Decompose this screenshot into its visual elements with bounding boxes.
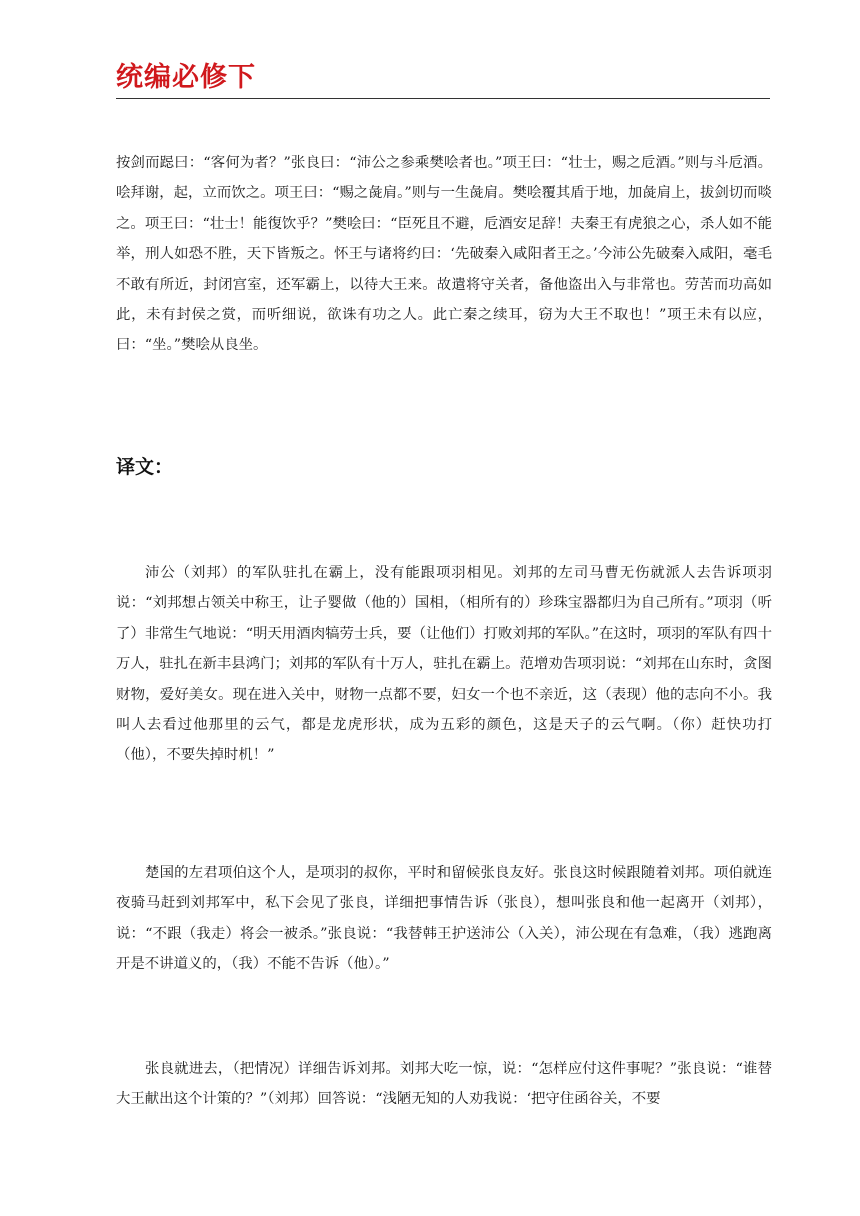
translation-paragraph-2: 楚国的左君项伯这个人，是项羽的叔你，平时和留候张良友好。张良这时候跟随着刘邦。项伯就连夜骑马赶到刘邦军中，私下会见了张良，详细把事情告诉（张良），想叫张良和他一起离开（刘邦），说：“不跟（我走）将会一被杀。”张良说：“我替韩王护送沛公（入关），沛公现在有急难，（我）逃跑离开是不讲道义的，（我）不能不告诉（他）。” xyxy=(116,865,772,973)
original-text-paragraph: 按剑而跽曰：“客何为者？”张良曰：“沛公之参乘樊哙者也。”项王曰：“壮士，赐之卮酒。”则与斗卮酒。哙拜谢，起，立而饮之。项王曰：“赐之彘肩。”则与一生彘肩。樊哙覆其盾于地，加彘肩上，拔剑切而啖之。项王曰：“壮士！能復饮乎？”樊哙曰：“臣死且不避，卮酒安足辞！夫秦王有虎狼之心，杀人如不能举，刑人如恐不胜，天下皆叛之。怀王与诸将约曰：‘先破秦入咸阳者王之。’今沛公先破秦入咸阳，毫毛不敢有所近，封闭宫室，还军霸上，以待大王来。故遣将守关者，备他盗出入与非常也。劳苦而功高如此，未有封侯之赏，而听细说，欲诛有功之人。此亡秦之续耳，窃为大王不取也！”项王未有以应，曰：“坐。”樊哙从良坐。 xyxy=(116,155,772,354)
translation-heading: 译文： xyxy=(116,456,174,478)
translation-paragraph-3: 张良就进去，（把情况）详细告诉刘邦。刘邦大吃一惊，说：“怎样应付这件事呢？”张良说：“谁替大王献出这个计策的？”（刘邦）回答说：“浅陋无知的人劝我说：‘把守住函谷关，不要 xyxy=(116,1061,772,1108)
translation-paragraph-1: 沛公（刘邦）的军队驻扎在霸上，没有能跟项羽相见。刘邦的左司马曹无伤就派人去告诉项羽说：“刘邦想占领关中称王，让子婴做（他的）国相，（相所有的）珍珠宝器都归为自己所有。”项羽（听了）非常生气地说：“明天用酒肉犒劳士兵，要（让他们）打败刘邦的军队。”在这时，项羽的军队有四十万人，驻扎在新丰县鸿门；刘邦的军队有十万人，驻扎在霸上。范增劝告项羽说：“刘邦在山东时，贪图财物，爱好美女。现在进入关中，财物一点都不要，妇女一个也不亲近，这（表现）他的志向不小。我叫人去看过他那里的云气，都是龙虎形状，成为五彩的颜色，这是天子的云气啊。（你）赶快功打（他），不要失掉时机！” xyxy=(116,565,772,764)
header-divider xyxy=(116,98,770,99)
header-title: 统编必修下 xyxy=(116,62,256,93)
